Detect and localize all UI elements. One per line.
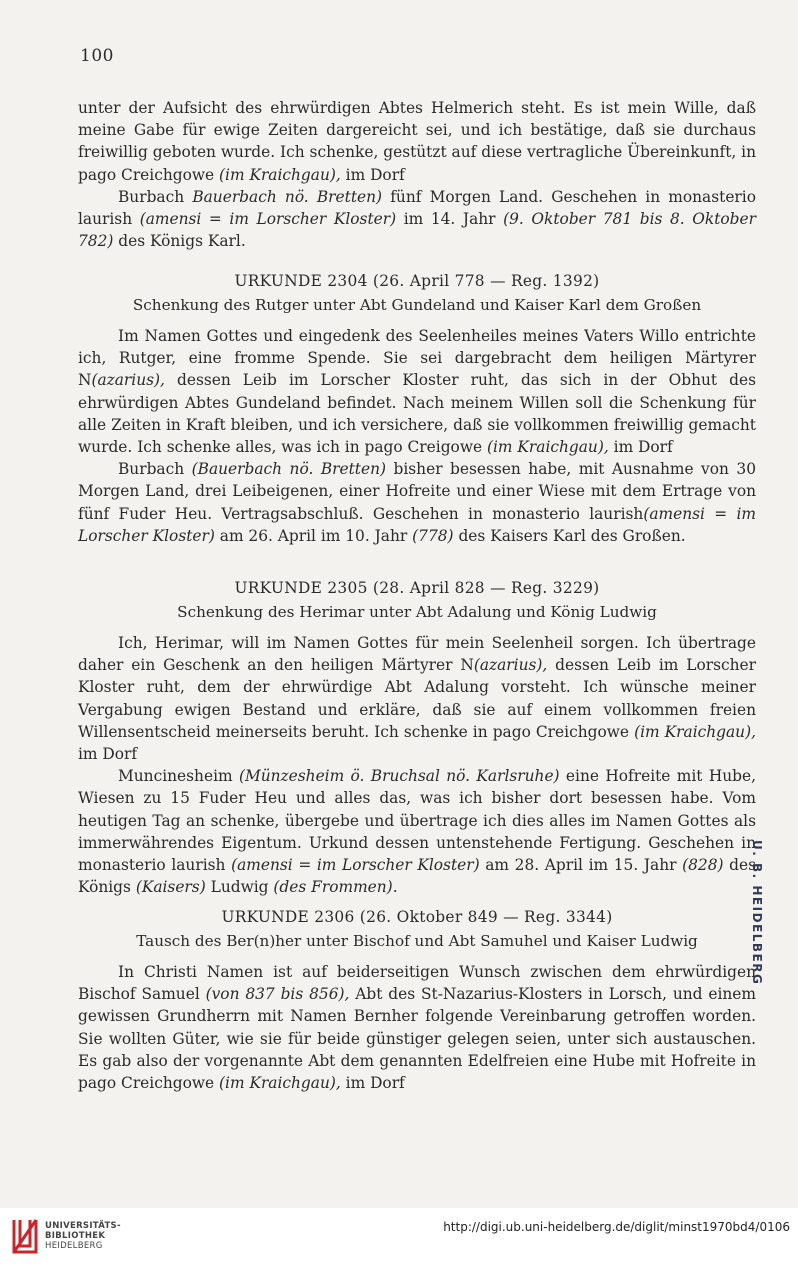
page-number: 100 — [80, 46, 114, 66]
intro-paragraph-2: Burbach Bauerbach nö. Bretten) fünf Morgen Land. Geschehen in monasterio laurish (amensi = im Lorscher Kloster) im 14. Jahr (9. Oktober 781 bis 8. Oktober 782) des Königs Karl. — [78, 187, 756, 251]
urkunde-2305-paragraph-2: Muncinesheim (Münzesheim ö. Bruchsal nö. Karlsruhe) eine Hofreite mit Hube, Wiesen zu 15 Fuder Heu und alles das, was ich bisher dort besessen habe. Vom heutigen Tag an schenke, übergebe und übertrage ich dies alles im Namen Gottes als immerwährendes Eigentum. Urkund dessen untenstehende Fertigung. Geschehen in monasterio laurish (amensi = im Lorscher Kloster) am 28. April im 15. Jahr (828) des Königs (Kaisers) Ludwig (des Frommen). — [78, 767, 757, 897]
intro-paragraph-1: unter der Aufsicht des ehrwürdigen Abtes Helmerich steht. Es ist mein Wille, daß meine Gabe für ewige Zeiten dargereicht sei, und ich bestätige, daß sie durchaus freiwillig geboten wurde. Ich schenke, gestützt auf diese vertragliche Übereinkunft, in pago Creichgowe (im Kraichgau), im Dorf — [78, 99, 756, 184]
library-name: UNIVERSITÄTS- BIBLIOTHEK HEIDELBERG — [45, 1221, 121, 1251]
footer-bar — [0, 1208, 798, 1264]
urkunde-2304-text — [78, 325, 756, 547]
urkunde-2305-heading: URKUNDE 2305 (28. April 828 — Reg. 3229) — [234, 579, 600, 597]
urkunde-2304-paragraph-1: Im Namen Gottes und eingedenk des Seelenheiles meines Vaters Willo entrichte ich, Rutger, eine fromme Spende. Sie sei dargebracht dem heiligen Märtyrer N(azarius), dessen Leib im Lorscher Kloster ruht, das sich in der Obhut des ehrwürdigen Abtes Gundeland befindet. Nach meinem Willen soll die Schenkung für alle Zeiten in Kraft bleiben, und ich versichere, daß sie vollkommen freiwillig gemacht wurde. Ich schenke alles, was ich in pago Creigowe (im Kraichgau), im Dorf — [78, 327, 756, 457]
urkunde-2304-title: Schenkung des Rutger unter Abt Gundeland und Kaiser Karl dem Großen — [132, 296, 702, 314]
urkunde-2306-title: Tausch des Ber(n)her unter Bischof und Abt Samuhel und Kaiser Ludwig — [136, 932, 698, 950]
source-url-link[interactable]: http://digi.ub.uni-heidelberg.de/diglit/minst1970bd4/0106 — [443, 1220, 790, 1234]
urkunde-2304-heading: URKUNDE 2304 (26. April 778 — Reg. 1392) — [234, 272, 600, 290]
urkunde-2304-paragraph-2: Burbach (Bauerbach nö. Bretten) bisher besessen habe, mit Ausnahme von 30 Morgen Land, drei Leibeigenen, einer Hofreite und einer Wiese mit dem Ertrage von fünf Fuder Heu. Vertragsabschluß. Geschehen in monasterio laurish(amensi = im Lorscher Kloster) am 26. April im 10. Jahr (778) des Kaisers Karl des Großen. — [78, 460, 756, 545]
intro-text — [78, 97, 756, 252]
library-logo-icon — [10, 1216, 40, 1256]
library-stamp: U. B. HEIDELBERG — [750, 840, 764, 986]
urkunde-2306-heading: URKUNDE 2306 (26. Oktober 849 — Reg. 3344) — [221, 908, 613, 926]
urkunde-2305-paragraph-1: Ich, Herimar, will im Namen Gottes für mein Seelenheil sorgen. Ich übertrage daher ein Geschenk an den heiligen Märtyrer N(azarius), dessen Leib im Lorscher Kloster ruht, dem der ehrwürdige Abt Adalung vorsteht. Ich wünsche meiner Vergabung ewigen Bestand und erkläre, daß sie auf einem vollkommen freien Willensentscheid meinerseits beruht. Ich schenke in pago Creichgowe (im Kraichgau), im Dorf — [78, 634, 756, 764]
urkunde-2305-text — [78, 632, 756, 898]
urkunde-2306-paragraph-1: In Christi Namen ist auf beiderseitigen Wunsch zwischen dem ehrwürdigen Bischof Samuel (von 837 bis 856), Abt des St-Nazarius-Klosters in Lorsch, und einem gewissen Grundherrn mit Namen Bernher folgende Vereinbarung getroffen worden. Sie wollten Güter, wie sie für beide günstiger gelegen seien, unter sich austauschen. Es gab also der vorgenannte Abt dem genannten Edelfreien eine Hube mit Hofreite in pago Creichgowe (im Kraichgau), im Dorf — [78, 963, 757, 1093]
urkunde-2305-title: Schenkung des Herimar unter Abt Adalung und König Ludwig — [177, 603, 657, 621]
urkunde-2306-text — [78, 961, 756, 1094]
